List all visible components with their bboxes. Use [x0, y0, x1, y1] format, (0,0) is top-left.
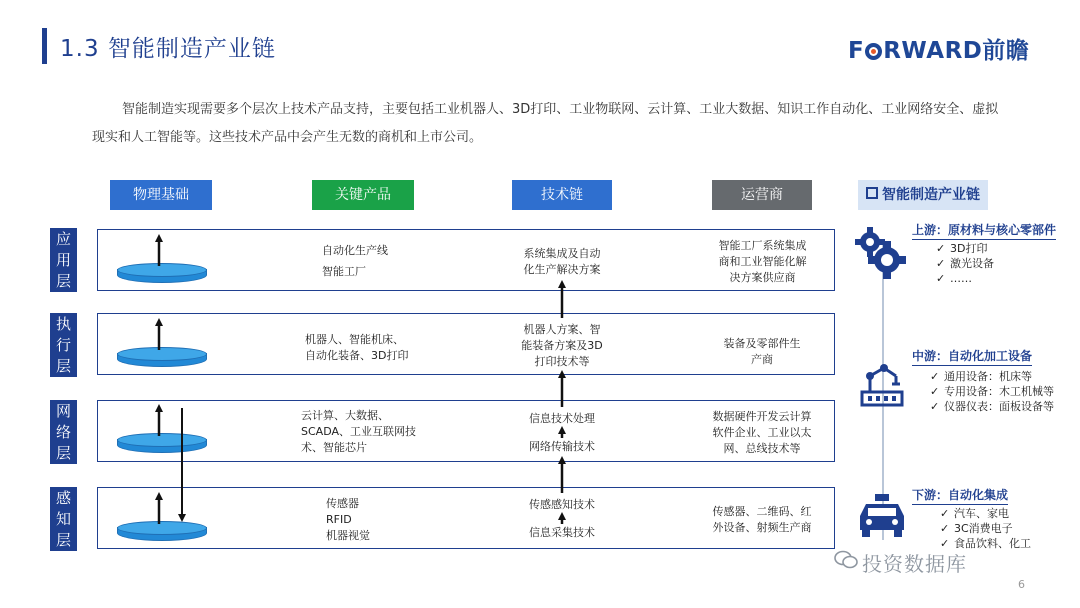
check-icon: ✓ [936, 272, 946, 285]
layer-char: 层 [55, 443, 71, 462]
cell-line: 传感器、二维码、红 [712, 505, 812, 518]
cell-line: 打印技术等 [534, 355, 590, 368]
logo-o-icon [865, 43, 882, 60]
industry-chain-label: 智能制造产业链 [882, 187, 980, 203]
cell-line: 机器人、智能机床、 [305, 333, 404, 346]
list-item-text: 专用设备：木工机械等 [944, 385, 1054, 398]
cell-line: 智能工厂系统集成 [718, 239, 807, 252]
tech-application [512, 246, 612, 278]
list-item-text: 食品饮料、化工 [954, 537, 1031, 550]
column-header-operators: 运营商 [712, 180, 812, 210]
car-icon [856, 492, 908, 540]
cell-line: 智能工厂 [322, 265, 366, 278]
list-item [930, 399, 1054, 414]
midstream-title: 中游：自动化加工设备 [912, 347, 1032, 366]
list-item [936, 271, 994, 286]
layer-char: 网 [55, 401, 71, 420]
column-header-key-products: 关键产品 [312, 180, 414, 210]
list-item [930, 384, 1054, 399]
layer-label-application [50, 228, 77, 292]
list-item-text: 通用设备：机床等 [944, 370, 1032, 383]
downstream-list [940, 506, 1031, 551]
list-item-text: 仪器仪表：面板设备等 [944, 400, 1054, 413]
column-header-industry-chain [858, 180, 988, 210]
logo-prefix: F [848, 38, 865, 64]
cell-line: 机器视觉 [326, 529, 370, 542]
title-accent-bar [42, 28, 47, 64]
tech-perception-top: 传感感知技术 [529, 498, 595, 511]
list-item [940, 506, 1031, 521]
list-item [936, 256, 994, 271]
cell-line: 外设备、射频生产商 [712, 521, 812, 534]
operators-execution [712, 336, 812, 368]
watermark-text: 投资数据库 [862, 552, 967, 576]
check-icon: ✓ [936, 257, 946, 270]
layer-char: 行 [55, 335, 71, 354]
cell-line: 产商 [751, 353, 773, 366]
downstream-title: 下游：自动化集成 [912, 486, 1008, 505]
robot-arm-icon [858, 362, 906, 408]
platform-disc-icon [117, 347, 207, 369]
list-item-text: …… [950, 272, 972, 285]
key-products-application [322, 243, 388, 280]
platform-disc-icon [117, 521, 207, 543]
check-icon: ✓ [930, 370, 940, 383]
layer-char: 用 [55, 250, 71, 269]
operators-network [700, 409, 824, 457]
layer-char: 感 [55, 488, 71, 507]
key-products-perception [326, 496, 370, 544]
layer-label-network [50, 400, 77, 464]
cell-line: 系统集成及自动 [523, 247, 601, 260]
cell-line: RFID [326, 513, 352, 526]
tech-perception-bottom: 信息采集技术 [529, 526, 595, 539]
page-number: 6 [1018, 578, 1025, 591]
layer-char: 层 [55, 530, 71, 549]
check-icon: ✓ [930, 385, 940, 398]
layer-char: 执 [55, 314, 71, 333]
list-item [936, 241, 994, 256]
column-header-physical: 物理基础 [110, 180, 212, 210]
list-item [930, 369, 1054, 384]
column-header-tech-chain: 技术链 [512, 180, 612, 210]
midstream-list [930, 369, 1054, 414]
list-item [940, 521, 1031, 536]
cell-line: 商和工业智能化解 [718, 255, 807, 268]
check-icon: ✓ [930, 400, 940, 413]
cell-line: 决方案供应商 [729, 271, 796, 284]
check-icon: ✓ [940, 507, 950, 520]
gears-icon [852, 224, 908, 280]
platform-disc-icon [117, 263, 207, 285]
cell-line: 数据硬件开发云计算 [712, 410, 812, 423]
check-icon: ✓ [940, 522, 950, 535]
layer-char: 应 [55, 229, 71, 248]
list-item-text: 汽车、家电 [954, 507, 1009, 520]
square-icon [866, 187, 878, 199]
key-products-network [301, 408, 416, 456]
cell-line: SCADA、工业互联网技 [301, 425, 416, 438]
logo-suffix: RWARD前瞻 [883, 38, 1030, 64]
tech-execution [512, 322, 612, 370]
layer-char: 层 [55, 356, 71, 375]
layer-char: 层 [55, 271, 71, 290]
layer-label-perception [50, 487, 77, 551]
upstream-title: 上游：原材料与核心零部件 [912, 221, 1056, 240]
cell-line: 机器人方案、智 [523, 323, 601, 336]
cell-line: 自动化装备、3D打印 [305, 349, 409, 362]
operators-perception [700, 504, 824, 536]
cell-line: 化生产解决方案 [523, 263, 601, 276]
cell-line: 术、智能芯片 [301, 441, 367, 454]
cell-line: 云计算、大数据、 [301, 409, 389, 422]
list-item-text: 3D打印 [950, 242, 988, 255]
layer-char: 络 [55, 422, 71, 441]
layer-char: 知 [55, 509, 71, 528]
brand-logo [848, 32, 1029, 65]
key-products-execution [305, 332, 408, 364]
upstream-list [936, 241, 994, 286]
cell-line: 网、总线技术等 [723, 442, 801, 455]
tech-network-bottom: 网络传输技术 [529, 440, 595, 453]
cell-line: 软件企业、工业以太 [712, 426, 812, 439]
cell-line: 装备及零部件生 [723, 337, 801, 350]
tech-network-top: 信息技术处理 [529, 412, 595, 425]
list-item-text: 3C消费电子 [954, 522, 1013, 535]
cell-line: 传感器 [326, 497, 359, 510]
layer-label-execution [50, 313, 77, 377]
platform-disc-icon [117, 433, 207, 455]
cell-line: 能装备方案及3D [521, 339, 603, 352]
check-icon: ✓ [936, 242, 946, 255]
list-item-text: 激光设备 [950, 257, 994, 270]
check-icon: ✓ [940, 537, 950, 550]
operators-application [705, 238, 820, 286]
page-title: 1.3 智能制造产业链 [60, 36, 276, 62]
intro-paragraph: 智能制造实现需要多个层次上技术产品支持，主要包括工业机器人、3D打印、工业物联网、云计算、工业大数据、知识工作自动化、工业网络安全、虚拟现实和人工智能等。这些技术产品中会产生无数的商机和上市公司。 [92, 102, 999, 145]
cell-line: 自动化生产线 [322, 244, 388, 257]
chat-bubble-icon [834, 549, 858, 571]
